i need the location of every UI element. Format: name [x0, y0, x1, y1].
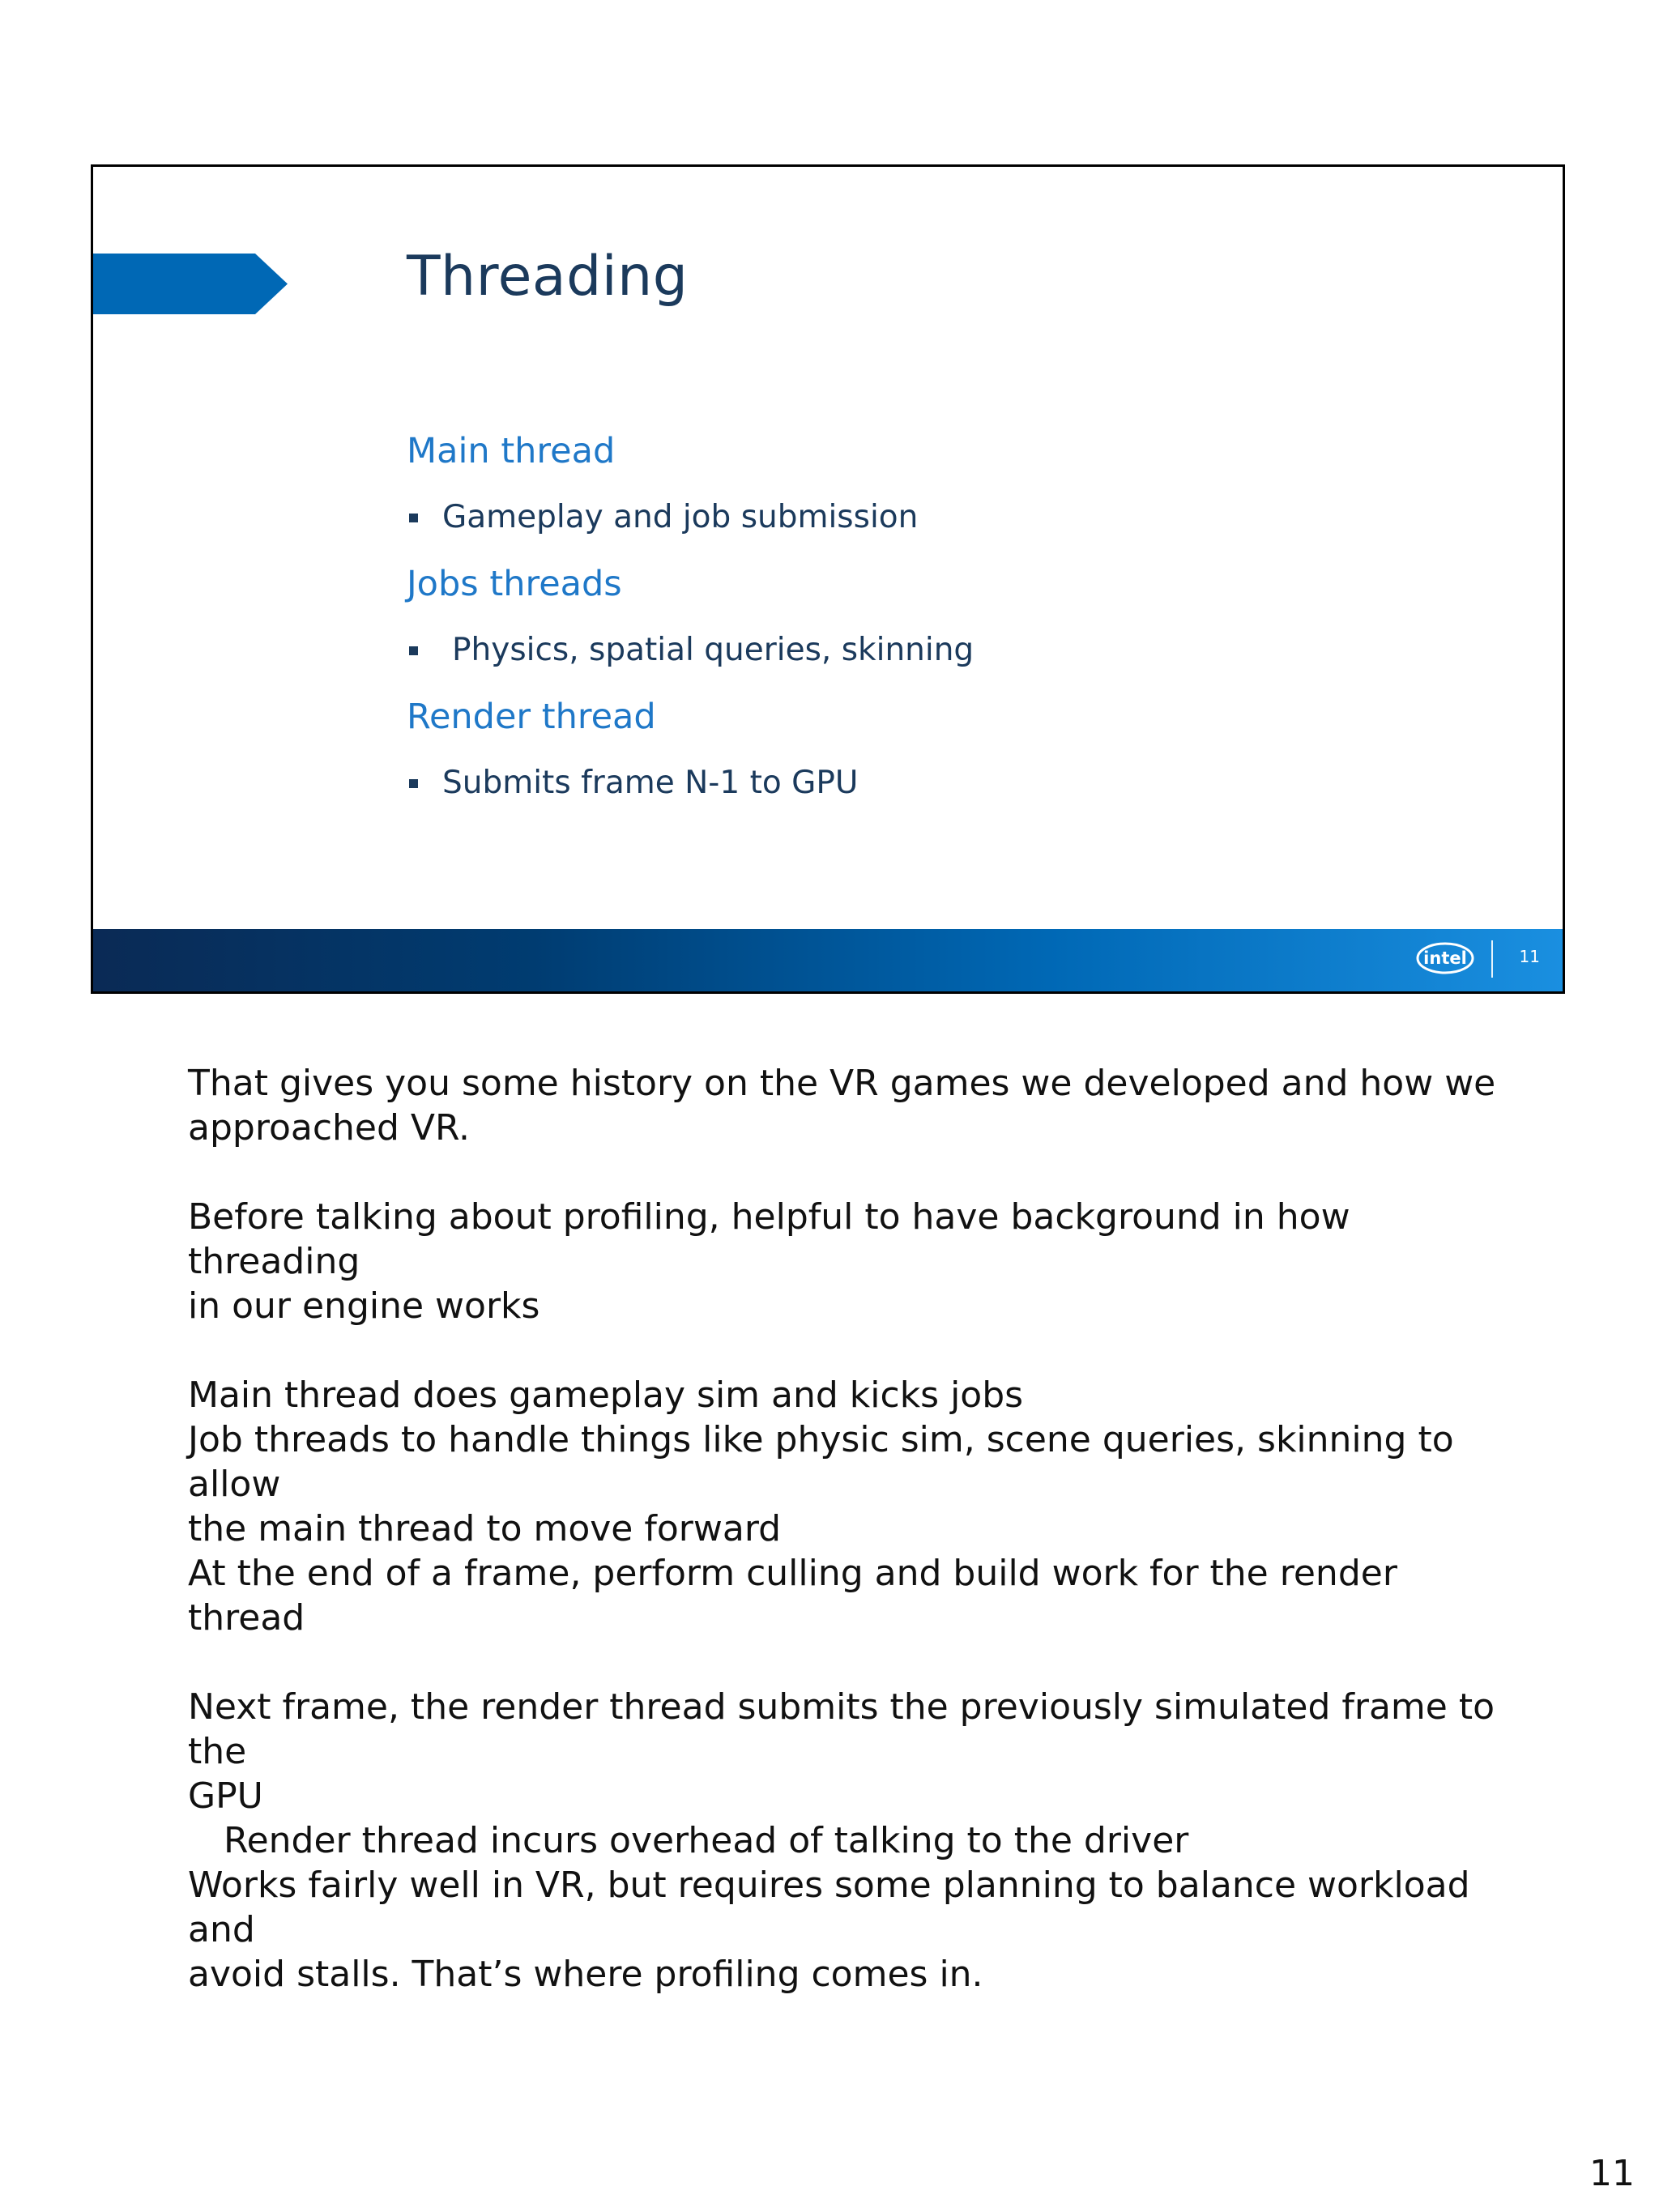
bullet-square-icon	[409, 646, 418, 655]
notes-line: the main thread to move forward	[188, 1508, 782, 1549]
section-heading: Render thread	[407, 697, 656, 737]
section-heading: Main thread	[407, 431, 616, 471]
bullet-text: Physics, spatial queries, skinning	[452, 632, 975, 668]
notes-line: in our engine works	[188, 1285, 540, 1327]
notes-paragraph	[188, 1061, 1516, 1150]
bullet-text: Submits frame N-1 to GPU	[442, 765, 859, 801]
notes-line: Works fairly well in VR, but requires some planning to balance workload and	[188, 1865, 1470, 1950]
notes-line: Next frame, the render thread submits the previously simulated frame to the	[188, 1686, 1495, 1772]
section-main-thread	[407, 418, 974, 551]
intel-logo-text: intel	[1423, 948, 1467, 968]
slide-thumbnail	[91, 164, 1565, 994]
notes-paragraph	[188, 1373, 1516, 1640]
notes-line: At the end of a frame, perform culling and build work for the render thread	[188, 1553, 1397, 1639]
section-render-thread	[407, 684, 974, 816]
speaker-notes	[188, 1061, 1516, 2041]
footer-divider	[1491, 940, 1493, 978]
notes-line: approached VR.	[188, 1107, 470, 1149]
intel-logo-icon	[1414, 938, 1478, 978]
bullet-item	[407, 750, 974, 816]
bullet-text: Gameplay and job submission	[442, 499, 919, 535]
notes-line: That gives you some history on the VR games we developed and how we	[188, 1063, 1496, 1104]
bullet-square-icon	[409, 514, 418, 522]
notes-line: Job threads to handle things like physic sim, scene queries, skinning to allow	[188, 1419, 1454, 1505]
slide-page-number: 11	[1519, 947, 1540, 966]
section-jobs-threads	[407, 551, 974, 684]
section-heading: Jobs threads	[407, 564, 622, 604]
bullet-square-icon	[409, 779, 418, 788]
bullet-item	[407, 617, 974, 684]
notes-line: avoid stalls. That’s where profiling comes in.	[188, 1954, 983, 1995]
slide-footer-bar	[93, 929, 1563, 991]
slide-title: Threading	[407, 245, 689, 309]
bullet-item	[407, 484, 974, 551]
page-number: 11	[1589, 2153, 1635, 2194]
notes-paragraph	[188, 1195, 1516, 1328]
slide-content	[407, 418, 974, 816]
chevron-arrow-icon	[93, 254, 288, 314]
notes-line: Main thread does gameplay sim and kicks jobs	[188, 1375, 1024, 1416]
notes-paragraph	[188, 1685, 1516, 1997]
notes-line: Before talking about profiling, helpful to have background in how threading	[188, 1196, 1350, 1282]
notes-line: Render thread incurs overhead of talking to the driver	[224, 1820, 1189, 1861]
notes-line: GPU	[188, 1775, 263, 1817]
